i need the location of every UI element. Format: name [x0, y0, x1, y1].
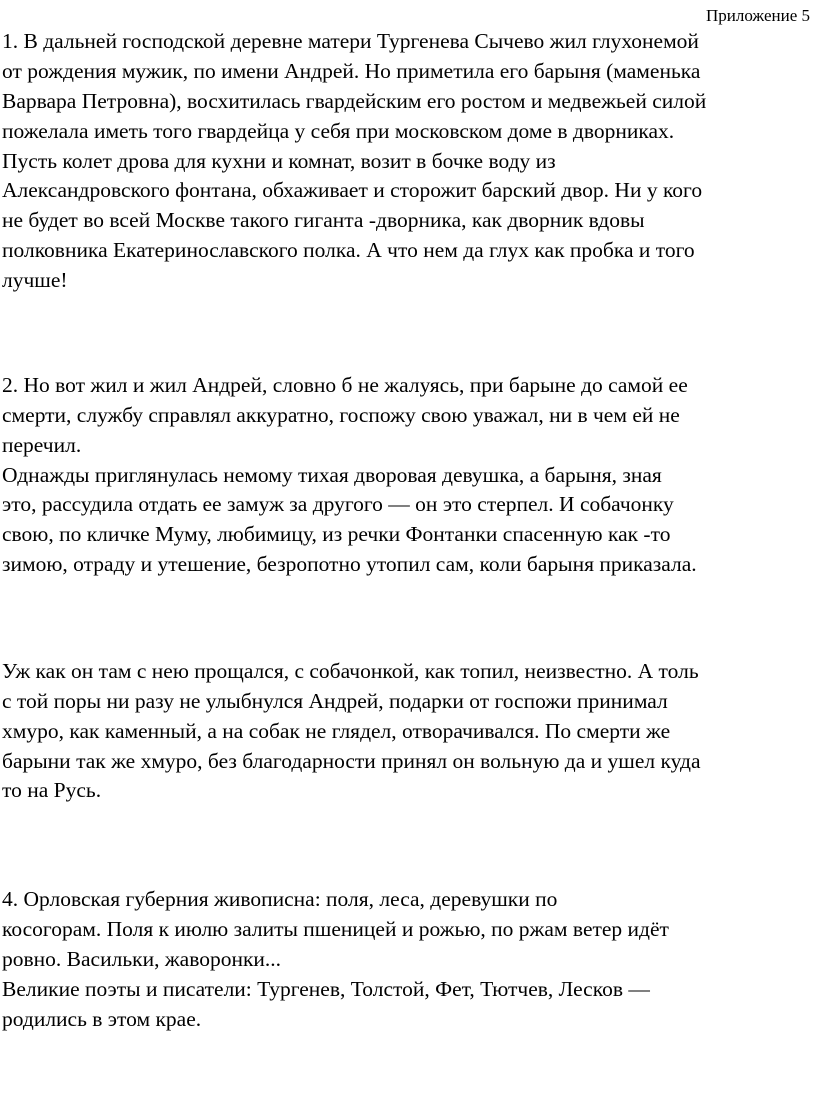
text-line: Пусть колет дрова для кухни и комнат, возит в бочке воду из — [2, 149, 556, 173]
text-line: полковника Екатеринославского полка. А что нем да глух как пробка и того — [2, 238, 695, 262]
text-line: лучше! — [2, 268, 68, 292]
appendix-label: Приложение 5 — [706, 6, 810, 25]
text-line: это, рассудила отдать ее замуж за другого — он это стерпел. И собачонку — [2, 492, 674, 516]
text-line: 2. Но вот жил и жил Андрей, словно б не жалуясь, при барыне до самой ее — [2, 373, 688, 397]
text-line: перечил. — [2, 433, 82, 457]
text-line: Варвара Петровна), восхитилась гвардейским его ростом и медвежьей силой — [2, 89, 707, 113]
text-line: пожелала иметь того гвардейца у себя при московском доме в дворниках. — [2, 119, 675, 143]
text-line: от рождения мужик, по имени Андрей. Но приметила его барыня (маменька — [2, 59, 701, 83]
text-line: свою, по кличке Муму, любимицу, из речки Фонтанки спасенную как -то — [2, 522, 671, 546]
text-line: родились в этом крае. — [2, 1007, 202, 1031]
text-line: барыни так же хмуро, без благодарности принял он вольную да и ушел куда — [2, 749, 701, 773]
text-line: 1. В дальней господской деревне матери Тургенева Сычево жил глухонемой — [2, 29, 699, 53]
text-line: ровно. Васильки, жаворонки... — [2, 947, 282, 971]
text-line: с той поры ни разу не улыбнулся Андрей, подарки от госпожи принимал — [2, 689, 668, 713]
text-line: не будет во всей Москве такого гиганта -дворника, как дворник вдовы — [2, 208, 645, 232]
text-line: Однажды приглянулась немому тихая дворовая девушка, а барыня, зная — [2, 463, 662, 487]
text-line: 4. Орловская губерния живописна: поля, леса, деревушки по — [2, 887, 558, 911]
text-line: Уж как он там с нею прощался, с собачонкой, как топил, неизвестно. А толь — [2, 659, 699, 683]
text-line: то на Русь. — [2, 778, 102, 802]
text-line: зимою, отраду и утешение, безропотно утопил сам, коли барыня приказала. — [2, 552, 697, 576]
text-line: Александровского фонтана, обхаживает и сторожит барский двор. Ни у кого — [2, 178, 703, 202]
text-line: смерти, службу справлял аккуратно, госпожу свою уважал, ни в чем ей не — [2, 403, 680, 427]
text-line: косогорам. Поля к июлю залиты пшеницей и рожью, по ржам ветер идёт — [2, 917, 669, 941]
text-line: Великие поэты и писатели: Тургенев, Толстой, Фет, Тютчев, Лесков — — [2, 977, 650, 1001]
text-line: хмуро, как каменный, а на собак не глядел, отворачивался. По смерти же — [2, 719, 671, 743]
